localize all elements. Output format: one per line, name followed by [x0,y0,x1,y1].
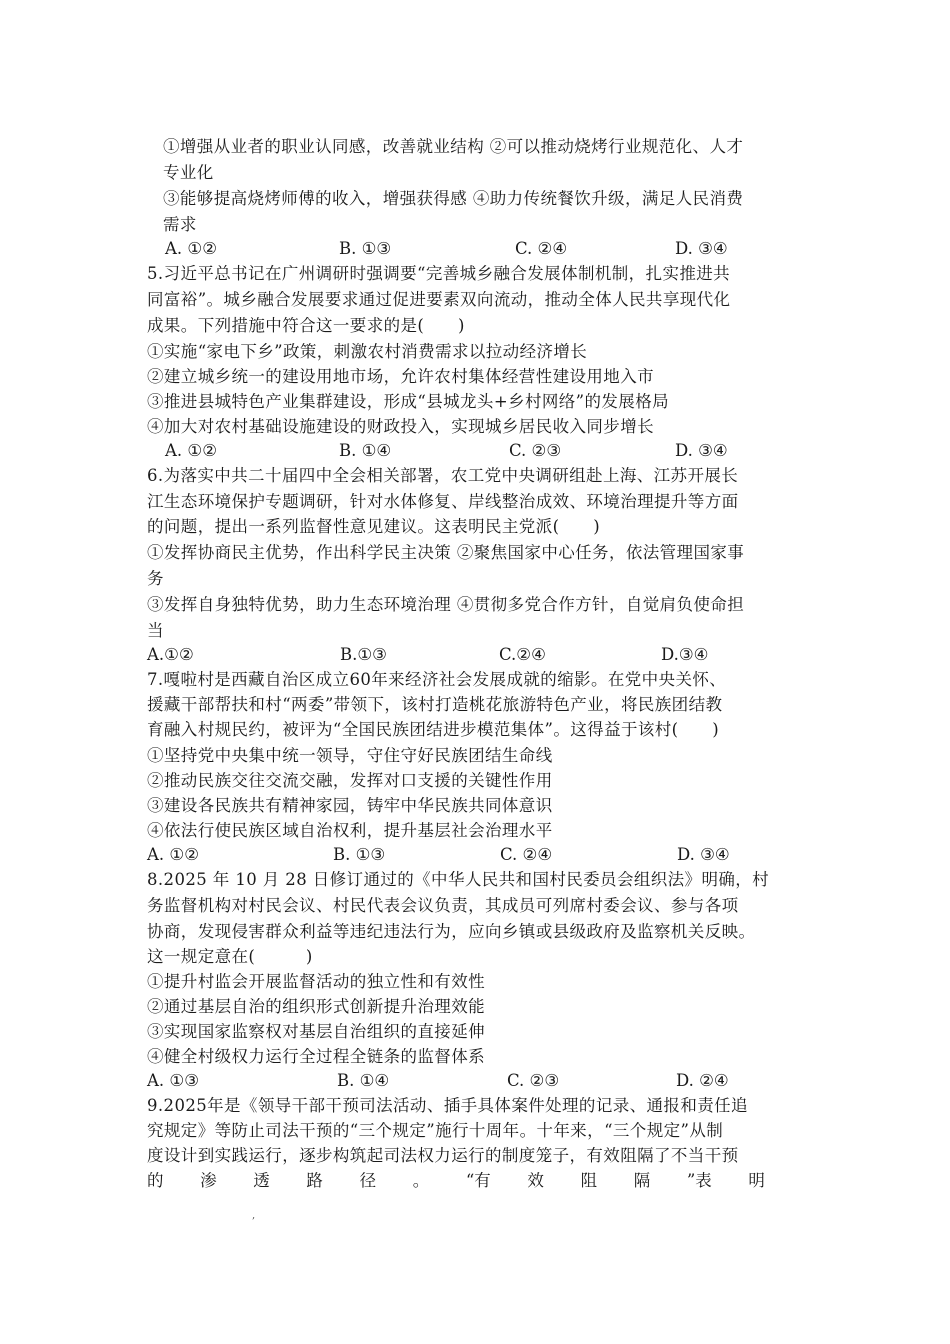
q9-stem-3: 度设计到实践运行，逐步构筑起司法权力运行的制度笼子，有效阻隔了不当干预 [147,1146,739,1165]
q9-word: ”表 [686,1171,712,1190]
option-a[interactable]: A. ①② [165,239,217,258]
q7-stem-2: 援藏干部帮扶和村“两委”带领下，该村打造桃花旅游特色产业，将民族团结教 [147,695,723,714]
q5-item-1: ①实施“家电下乡”政策，刺激农村消费需求以拉动经济增长 [147,342,588,361]
option-b[interactable]: B. ①④ [339,441,392,460]
q4-item-1-2: ①增强从业者的职业认同感，改善就业结构 ②可以推动烧烤行业规范化、人才 [163,137,744,156]
q9-word: 阻 [580,1171,598,1190]
option-b[interactable]: B. ①③ [339,239,392,258]
option-d[interactable]: D. ③④ [675,239,728,258]
q7-stem-1: 7.嘎啦村是西藏自治区成立60年来经济社会发展成就的缩影。在党中央关怀、 [147,670,727,689]
q5-item-3: ③推进县城特色产业集群建设，形成“县城龙头+乡村网络”的发展格局 [147,392,669,411]
q6-item-3-4: ③发挥自身独特优势，助力生态环境治理 ④贯彻多党合作方针，自觉肩负使命担 [147,595,745,614]
q5-item-4: ④加大对农村基础设施建设的财政投入，实现城乡居民收入同步增长 [147,417,654,436]
option-a[interactable]: A. ①② [165,441,217,460]
q7-stem-3: 育融入村规民约，被评为“全国民族团结进步模范集体”。这得益于该村( ) [147,720,720,739]
q9-word: 渗 [200,1171,217,1190]
q8-stem-4: 这一规定意在( ) [147,947,313,966]
q7-item-1: ①坚持党中央集中统一领导，守住守好民族团结生命线 [147,746,553,765]
q9-stem-2: 究规定》等防止司法干预的“三个规定”施行十周年。十年来，“三个规定”从制 [147,1121,724,1140]
q9-word: 隔 [633,1171,651,1190]
option-c[interactable]: C. ②④ [500,845,553,864]
option-d[interactable]: D. ③④ [675,441,728,460]
q8-item-4: ④健全村级权力运行全过程全链条的监督体系 [147,1047,485,1066]
option-c[interactable]: C. ②④ [515,239,568,258]
q6-item-4-cont: 当 [147,621,164,640]
q7-item-2: ②推动民族交往交流交融，发挥对口支援的关键性作用 [147,771,553,790]
q7-options [147,844,787,866]
q9-stem-4-justified [147,1170,765,1192]
q5-item-2: ②建立城乡统一的建设用地市场，允许农村集体经营性建设用地入市 [147,367,654,386]
option-c[interactable]: C. ②③ [507,1071,560,1090]
option-d[interactable]: D.③④ [661,645,709,664]
q4-options [165,238,805,260]
q7-item-4: ④依法行使民族区域自治权利，提升基层社会治理水平 [147,821,553,840]
q8-item-1: ①提升村监会开展监督活动的独立性和有效性 [147,972,485,991]
q4-item-2-cont: 专业化 [163,163,214,182]
q4-item-4-cont: 需求 [163,215,197,234]
q6-stem-2: 江生态环境保护专题调研，针对水体修复、岸线整治成效、环境治理提升等方面 [147,492,739,511]
option-c[interactable]: C.②④ [499,645,546,664]
q6-stem-1: 6.为落实中共二十届四中全会相关部署，农工党中央调研组赴上海、江苏开展长 [147,466,739,485]
q6-options [147,644,787,666]
q8-item-3: ③实现国家监察权对基层自治组织的直接延伸 [147,1022,485,1041]
option-a[interactable]: A. ①② [147,845,199,864]
q8-stem-2: 务监督机构对村民会议、村民代表会议负责，其成员可列席村委会议、参与各项 [147,896,739,915]
q5-stem-1: 5.习近平总书记在广州调研时强调要“完善城乡融合发展体制机制，扎实推进共 [147,264,731,283]
q8-options [147,1070,787,1092]
option-b[interactable]: B. ①③ [333,845,386,864]
q9-word: 效 [527,1171,544,1190]
q6-item-2-cont: 务 [147,569,164,588]
option-b[interactable]: B. ①④ [337,1071,390,1090]
option-b[interactable]: B.①③ [340,645,387,664]
q5-stem-3: 成果。下列措施中符合这一要求的是( ) [147,316,465,335]
q4-item-3-4: ③能够提高烧烤师傅的收入，增强获得感 ④助力传统餐饮升级，满足人民消费 [163,189,744,208]
q9-word: 明 [748,1171,765,1190]
q9-stem-1: 9.2025年是《领导干部干预司法活动、插手具体案件处理的记录、通报和责任追 [147,1096,748,1115]
option-d[interactable]: D. ②④ [676,1071,729,1090]
option-c[interactable]: C. ②③ [509,441,562,460]
q9-word: 路 [306,1171,323,1190]
q9-word: 径 [359,1171,377,1190]
footer-mark: , [252,1210,256,1221]
q8-stem-3: 协商，发现侵害群众利益等违纪违法行为，应向乡镇或县级政府及监察机关反映。 [147,922,756,941]
option-d[interactable]: D. ③④ [677,845,730,864]
q6-stem-3: 的问题，提出一系列监督性意见建议。这表明民主党派( ) [147,517,601,536]
q9-word: 透 [253,1171,270,1190]
q9-word: 的 [147,1171,164,1190]
option-a[interactable]: A. ①③ [147,1071,199,1090]
q5-options [165,440,805,462]
q9-word: 。 [412,1171,430,1190]
q5-stem-2: 同富裕”。城乡融合发展要求通过促进要素双向流动，推动全体人民共享现代化 [147,290,731,309]
q8-item-2: ②通过基层自治的组织形式创新提升治理效能 [147,997,485,1016]
q8-stem-1: 8.2025 年 10 月 28 日修订通过的《中华人民共和国村民委员会组织法》明确，村 [147,870,770,889]
q6-item-1-2: ①发挥协商民主优势，作出科学民主决策 ②聚焦国家中心任务，依法管理国家事 [147,543,745,562]
q9-word: “有 [465,1171,491,1190]
q7-item-3: ③建设各民族共有精神家园，铸牢中华民族共同体意识 [147,796,553,815]
option-a[interactable]: A.①② [147,645,194,664]
